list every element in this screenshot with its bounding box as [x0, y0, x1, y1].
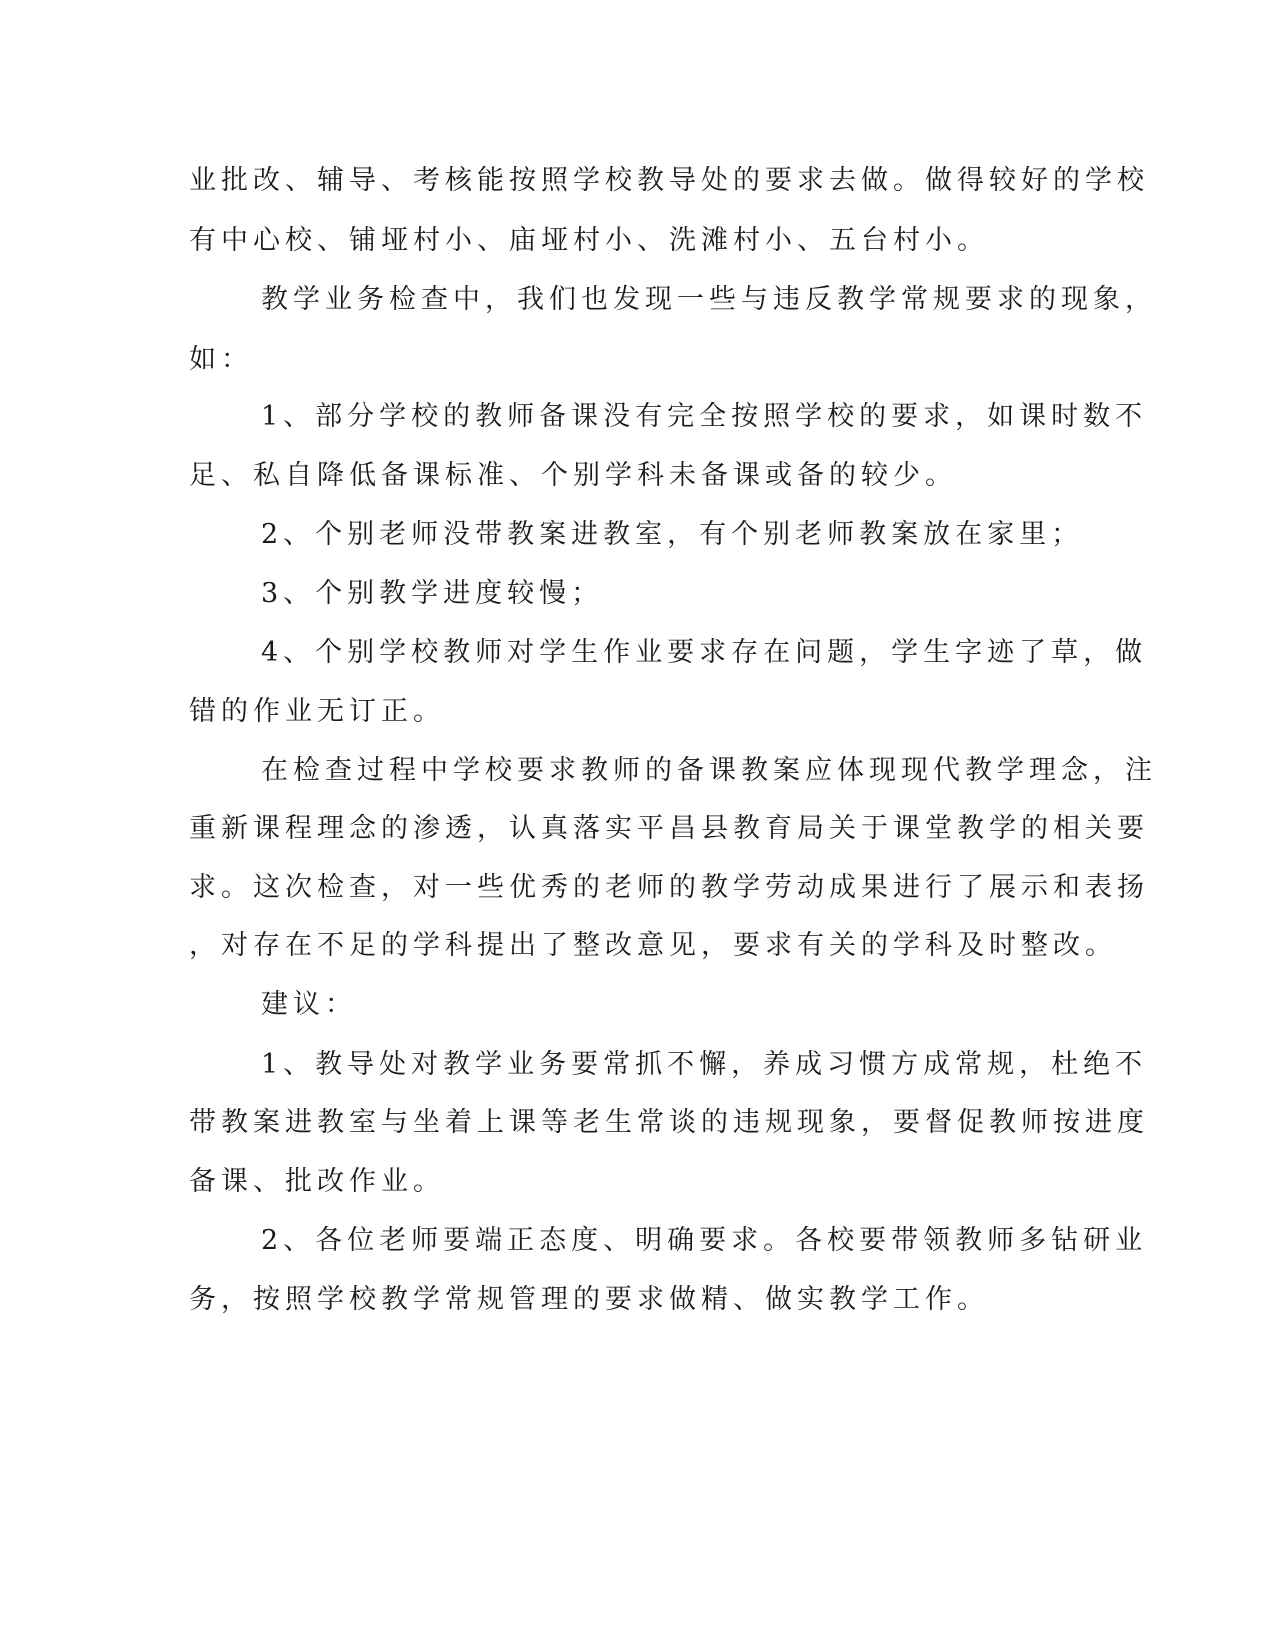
text-line: 重新课程理念的渗透，认真落实平昌县教育局关于课堂教学的相关要 — [189, 813, 1149, 844]
text-line: 教学业务检查中，我们也发现一些与违反教学常规要求的现象， — [261, 284, 1157, 315]
text-line: 足、私自降低备课标准、个别学科未备课或备的较少。 — [189, 460, 957, 491]
text-line: 建议： — [261, 989, 357, 1020]
text-line: 有中心校、铺垭村小、庙垭村小、洗滩村小、五台村小。 — [189, 225, 989, 256]
text-line: 错的作业无订正。 — [189, 696, 445, 727]
text-line: 1、部分学校的教师备课没有完全按照学校的要求，如课时数不 — [261, 401, 1148, 432]
text-line: 1、教导处对教学业务要常抓不懈，养成习惯方成常规，杜绝不 — [261, 1049, 1148, 1080]
text-line: 业批改、辅导、考核能按照学校教导处的要求去做。做得较好的学校 — [189, 165, 1149, 196]
text-line: 2、各位老师要端正态度、明确要求。各校要带领教师多钻研业 — [261, 1225, 1148, 1256]
text-line: 如： — [189, 344, 253, 375]
text-line: 务，按照学校教学常规管理的要求做精、做实教学工作。 — [189, 1284, 989, 1315]
text-line: 在检查过程中学校要求教师的备课教案应体现现代教学理念，注 — [261, 755, 1157, 786]
text-line: 2、个别老师没带教案进教室，有个别老师教案放在家里； — [261, 519, 1084, 550]
text-line: 备课、批改作业。 — [189, 1166, 445, 1197]
text-line: 带教案进教室与坐着上课等老生常谈的违规现象，要督促教师按进度 — [189, 1107, 1149, 1138]
text-line: 求。这次检查，对一些优秀的老师的教学劳动成果进行了展示和表扬 — [189, 872, 1149, 903]
text-line: ，对存在不足的学科提出了整改意见，要求有关的学科及时整改。 — [189, 930, 1117, 961]
text-line: 3、个别教学进度较慢； — [261, 578, 604, 609]
text-line: 4、个别学校教师对学生作业要求存在问题，学生字迹了草，做 — [261, 637, 1148, 668]
